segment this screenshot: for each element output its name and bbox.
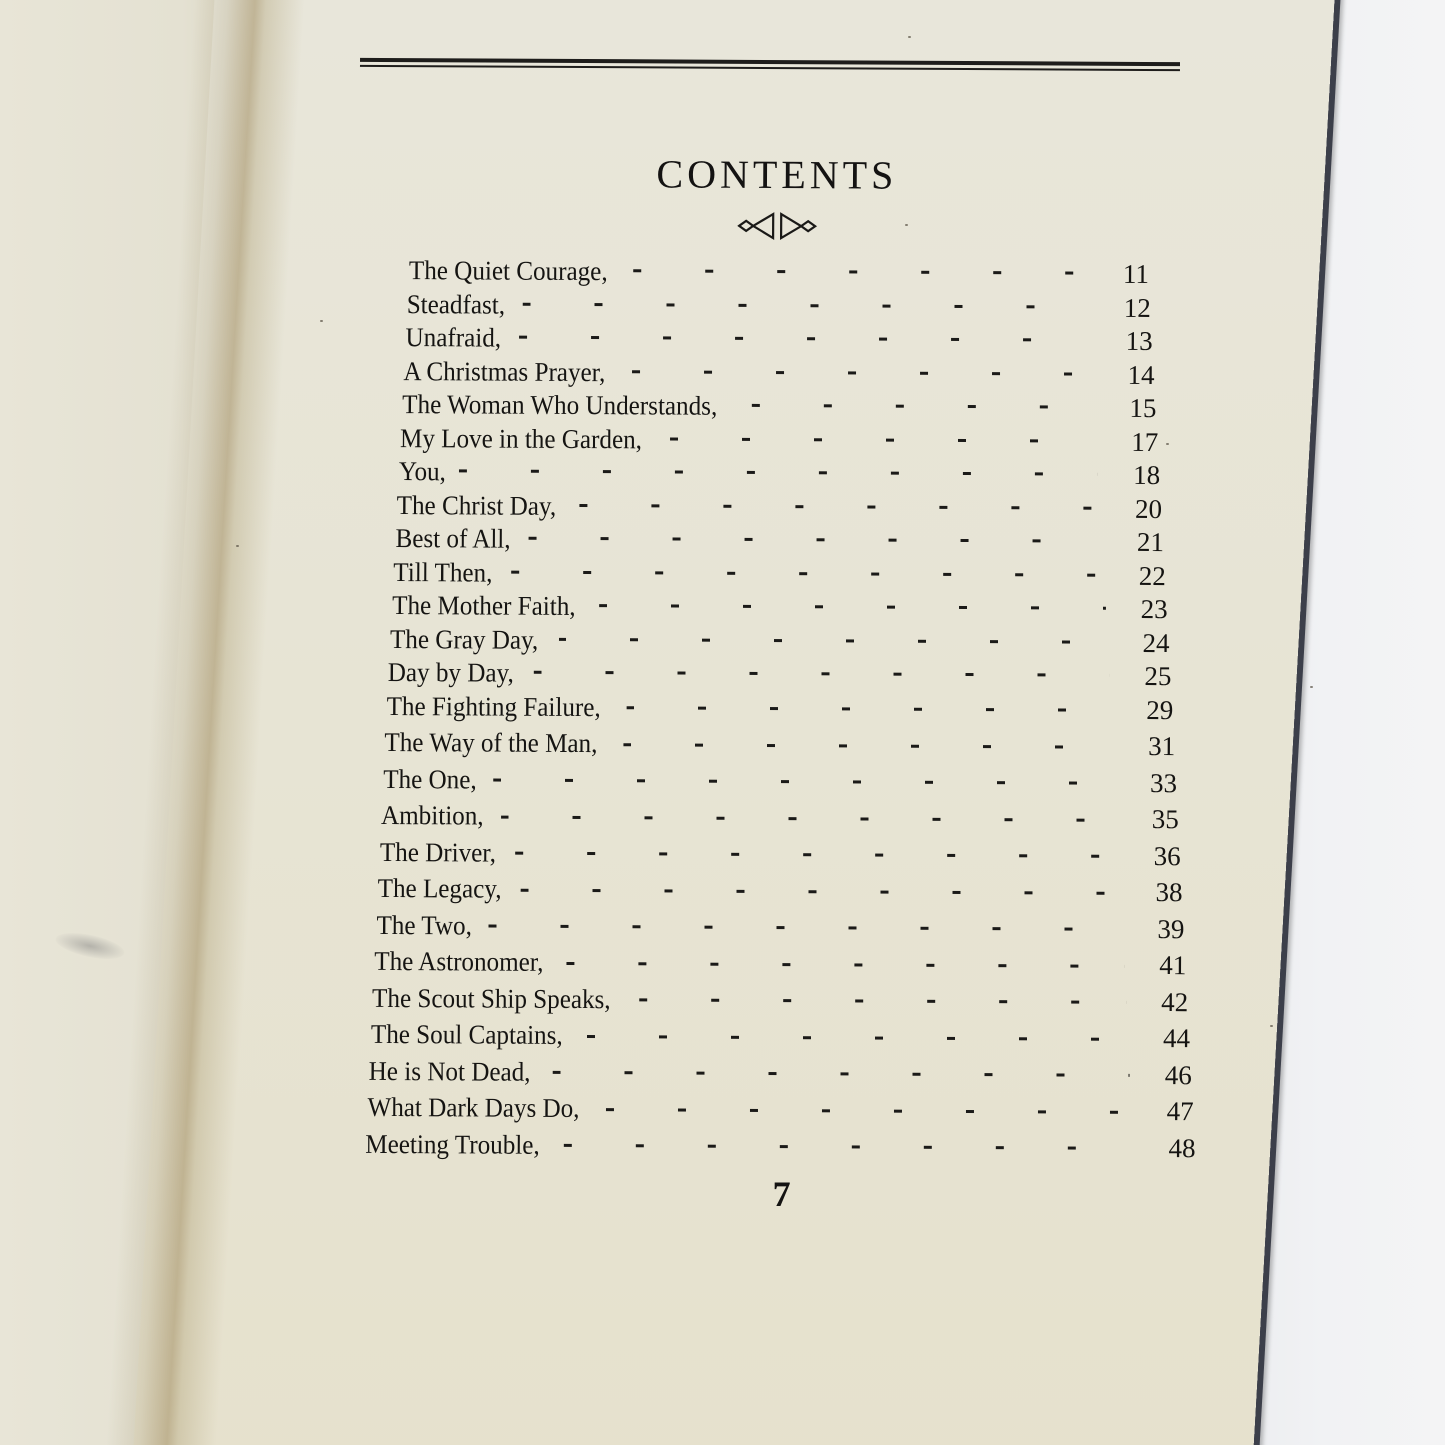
toc-entry [374, 944, 1186, 985]
toc-entry-title: The Mother Faith, [391, 590, 576, 621]
dash-leader [587, 1035, 1128, 1041]
page-title: CONTENTS [656, 151, 898, 198]
dash-leader [489, 925, 1123, 931]
toc-entry-page: 14 [1127, 359, 1155, 390]
toc-entry-title: The Christ Day, [396, 489, 557, 521]
toc-entry [388, 655, 1171, 693]
page-smudge [53, 928, 126, 964]
header-rule-thin [360, 65, 1180, 71]
toc-entry [386, 688, 1173, 729]
toc-entry-title: The Driver, [379, 836, 496, 868]
toc-entry-title: Till Then, [393, 556, 493, 588]
toc-entry-title: The Two, [375, 909, 472, 940]
dash-leader [599, 604, 1106, 610]
toc-entry-title: A Christmas Prayer, [403, 355, 606, 387]
toc-entry-page: 39 [1157, 913, 1185, 944]
toc-entry-page: 17 [1131, 426, 1159, 457]
toc-entry-page: 38 [1155, 877, 1183, 908]
dash-leader [566, 962, 1124, 968]
toc-entry-page: 15 [1129, 392, 1157, 424]
toc-entry [381, 798, 1179, 839]
toc-entry [371, 1017, 1190, 1058]
toc-entry [369, 1053, 1192, 1094]
toc-entry [395, 521, 1164, 559]
toc-entry-title: The Scout Ship Speaks, [372, 982, 612, 1014]
toc-entry [409, 253, 1149, 290]
toc-entry [404, 354, 1155, 391]
dash-leader [563, 1144, 1133, 1150]
paper-speck [1310, 686, 1313, 688]
toc-entry-title: Best of All, [395, 523, 511, 554]
toc-entry-page: 41 [1159, 950, 1187, 981]
dash-leader [502, 815, 1117, 821]
toc-entry-title: Steadfast, [407, 288, 506, 320]
dash-leader [751, 404, 1095, 409]
toc-entry-page: 33 [1149, 767, 1178, 798]
toc-entry-page: 47 [1166, 1096, 1194, 1127]
toc-entry-page: 22 [1138, 560, 1166, 591]
toc-entry-page: 20 [1134, 493, 1163, 524]
toc-entry [367, 1090, 1194, 1131]
toc-entry-page: 11 [1122, 258, 1149, 289]
dash-leader [521, 888, 1121, 894]
toc-entry-page: 21 [1136, 526, 1164, 558]
page-content [354, 58, 1196, 1217]
toc-entry-title: You, [398, 456, 446, 487]
toc-entry [378, 871, 1183, 912]
paper-speck [236, 545, 239, 547]
toc-entry-title: The Fighting Failure, [386, 690, 601, 722]
toc-entry-title: The Gray Day, [389, 623, 539, 655]
diamond-triangle-ornament-icon [723, 211, 821, 242]
toc-entry [379, 834, 1180, 875]
toc-entry [392, 588, 1168, 626]
dash-leader [624, 743, 1113, 749]
toc-entry-page: 46 [1164, 1059, 1192, 1090]
toc-entry [400, 421, 1158, 458]
toc-entry-page: 48 [1168, 1132, 1196, 1163]
toc-entry-page: 13 [1125, 325, 1153, 357]
toc-entry-title: The Astronomer, [374, 945, 544, 977]
toc-entry-page: 42 [1161, 986, 1189, 1017]
toc-entry [372, 980, 1188, 1021]
toc-entry-page: 31 [1148, 730, 1176, 762]
paper-speck [905, 224, 908, 226]
dash-leader [529, 537, 1102, 543]
dash-leader [518, 336, 1090, 342]
paper-speck [908, 36, 911, 38]
toc-entry-page: 24 [1142, 627, 1170, 658]
toc-entry [385, 725, 1176, 766]
page-number: 7 [772, 1174, 791, 1215]
toc-entry [407, 287, 1151, 324]
toc-entry-page: 25 [1144, 660, 1172, 692]
dash-leader [523, 302, 1089, 308]
toc-entry-title: The Woman Who Understands, [401, 389, 718, 421]
toc-entry [405, 320, 1152, 357]
toc-entry-title: The Quiet Courage, [408, 255, 608, 287]
toc-entry-title: My Love in the Garden, [400, 422, 643, 454]
toc-entry [390, 622, 1170, 660]
toc-entry-title: The Soul Captains, [370, 1018, 563, 1050]
toc-entry [402, 387, 1157, 424]
dash-leader [633, 270, 1087, 275]
toc-entry-title: He is Not Dead, [368, 1055, 531, 1087]
dash-leader [534, 671, 1110, 677]
toc-entry-page: 29 [1146, 694, 1174, 725]
toc-entry [383, 761, 1177, 802]
toc-entry-page: 23 [1140, 593, 1168, 625]
dash-leader [459, 470, 1098, 476]
toc-entry [376, 907, 1185, 948]
contents-list [354, 253, 1196, 1167]
toc-entry [398, 454, 1160, 491]
toc-entry [365, 1126, 1195, 1167]
toc-entry-title: Day by Day, [388, 657, 515, 688]
toc-entry-page: 12 [1123, 292, 1151, 323]
toc-entry-title: Unafraid, [405, 322, 502, 353]
toc-entry-title: The One, [382, 763, 477, 794]
dash-leader [627, 707, 1112, 713]
dash-leader [639, 999, 1126, 1005]
toc-entry-title: The Way of the Man, [384, 726, 598, 759]
toc-entry-page: 36 [1153, 840, 1181, 871]
toc-entry [397, 488, 1162, 526]
dash-leader [514, 852, 1118, 858]
dash-leader [559, 638, 1107, 644]
paper-speck [320, 320, 323, 322]
toc-entry-page: 44 [1162, 1023, 1191, 1054]
dash-leader [631, 370, 1093, 375]
toc-entry [393, 555, 1166, 593]
dash-leader [553, 1071, 1130, 1077]
paper-speck [1270, 1025, 1273, 1027]
toc-entry-title: What Dark Days Do, [367, 1091, 580, 1124]
dash-leader [670, 437, 1096, 442]
dash-leader [510, 570, 1104, 576]
toc-entry-title: The Legacy, [377, 872, 502, 904]
toc-entry-title: Ambition, [381, 799, 484, 831]
toc-entry-page: 18 [1133, 459, 1161, 491]
toc-entry-title: Meeting Trouble, [365, 1128, 541, 1160]
dash-leader [605, 1108, 1131, 1114]
toc-entry-page: 35 [1151, 804, 1179, 835]
paper-speck [1166, 443, 1169, 445]
dash-leader [578, 504, 1100, 510]
dash-leader [493, 779, 1115, 785]
